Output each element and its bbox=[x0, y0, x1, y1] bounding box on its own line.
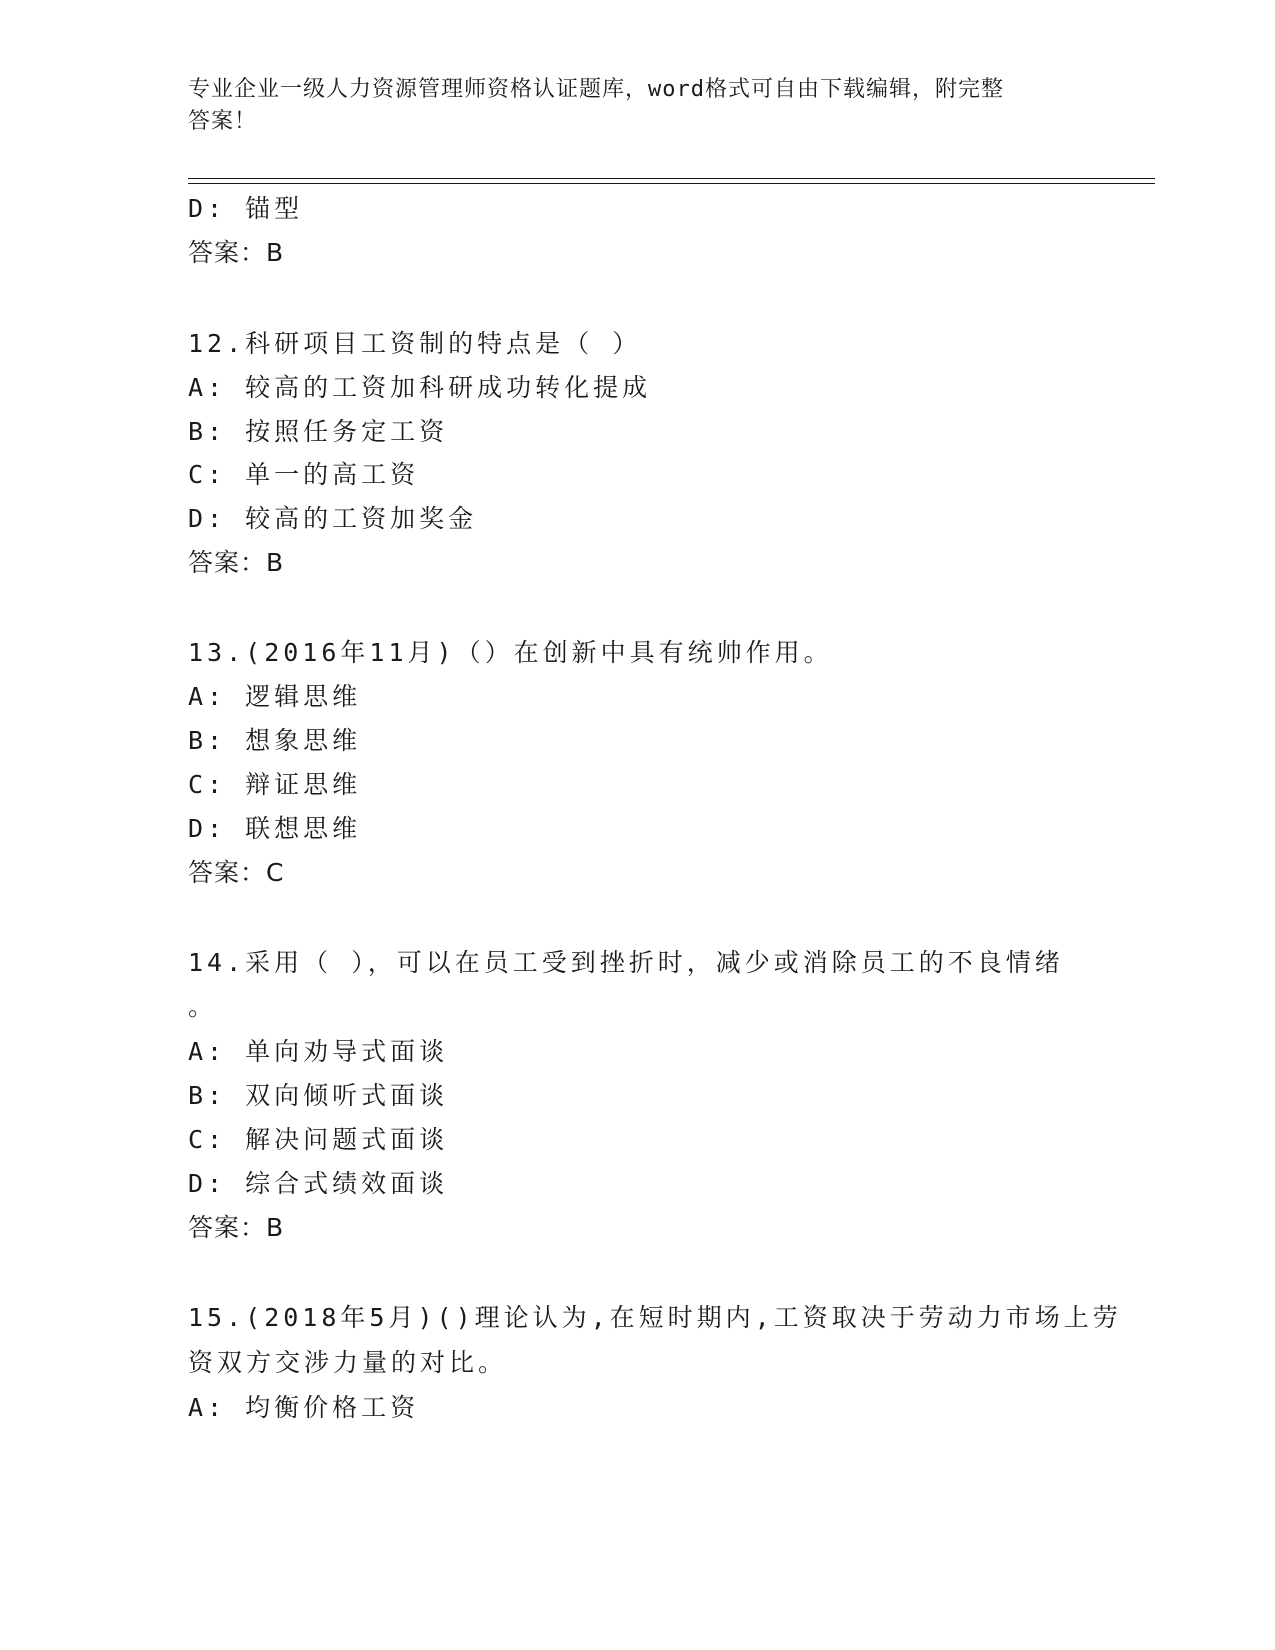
prev-option-d: D: 锚型 bbox=[188, 194, 304, 223]
q14-option-a: A: 单向劝导式面谈 bbox=[188, 1037, 449, 1066]
q13-option-a: A: 逻辑思维 bbox=[188, 682, 362, 711]
document-header bbox=[188, 74, 1068, 138]
q14-option-c: C: 解决问题式面谈 bbox=[188, 1125, 449, 1154]
q12-option-d: D: 较高的工资加奖金 bbox=[188, 504, 478, 533]
q15-stem-line-1: 15.(2018年5月)()理论认为,在短时期内,工资取决于劳动力市场上劳 bbox=[188, 1303, 1122, 1332]
q14-option-d: D: 综合式绩效面谈 bbox=[188, 1169, 449, 1198]
q15-stem-line-2: 资双方交涉力量的对比。 bbox=[188, 1348, 508, 1377]
header-divider-bottom bbox=[188, 183, 1155, 184]
q15-option-a: A: 均衡价格工资 bbox=[188, 1393, 420, 1422]
q12-option-c: C: 单一的高工资 bbox=[188, 460, 420, 489]
q12-option-b: B: 按照任务定工资 bbox=[188, 417, 449, 446]
q13-option-d: D: 联想思维 bbox=[188, 814, 362, 843]
q12-option-a: A: 较高的工资加科研成功转化提成 bbox=[188, 373, 652, 402]
q13-answer: 答案：C bbox=[188, 858, 285, 887]
q14-stem-line-1: 14.采用（ ），可以在员工受到挫折时，减少或消除员工的不良情绪 bbox=[188, 948, 1064, 977]
header-line-2: 答案！ bbox=[188, 109, 258, 134]
q12-stem: 12.科研项目工资制的特点是（ ） bbox=[188, 329, 642, 358]
q13-stem: 13.(2016年11月)（）在创新中具有统帅作用。 bbox=[188, 638, 833, 667]
q14-option-b: B: 双向倾听式面谈 bbox=[188, 1081, 449, 1110]
header-divider-top bbox=[188, 178, 1155, 179]
q14-stem-line-2: 。 bbox=[188, 992, 218, 1021]
q13-option-c: C: 辩证思维 bbox=[188, 770, 362, 799]
header-line-1: 专业企业一级人力资源管理师资格认证题库，word格式可自由下载编辑，附完整 bbox=[188, 77, 1004, 102]
q14-answer: 答案：B bbox=[188, 1213, 285, 1242]
q12-answer: 答案：B bbox=[188, 548, 285, 577]
q13-option-b: B: 想象思维 bbox=[188, 726, 362, 755]
prev-answer: 答案：B bbox=[188, 238, 285, 267]
